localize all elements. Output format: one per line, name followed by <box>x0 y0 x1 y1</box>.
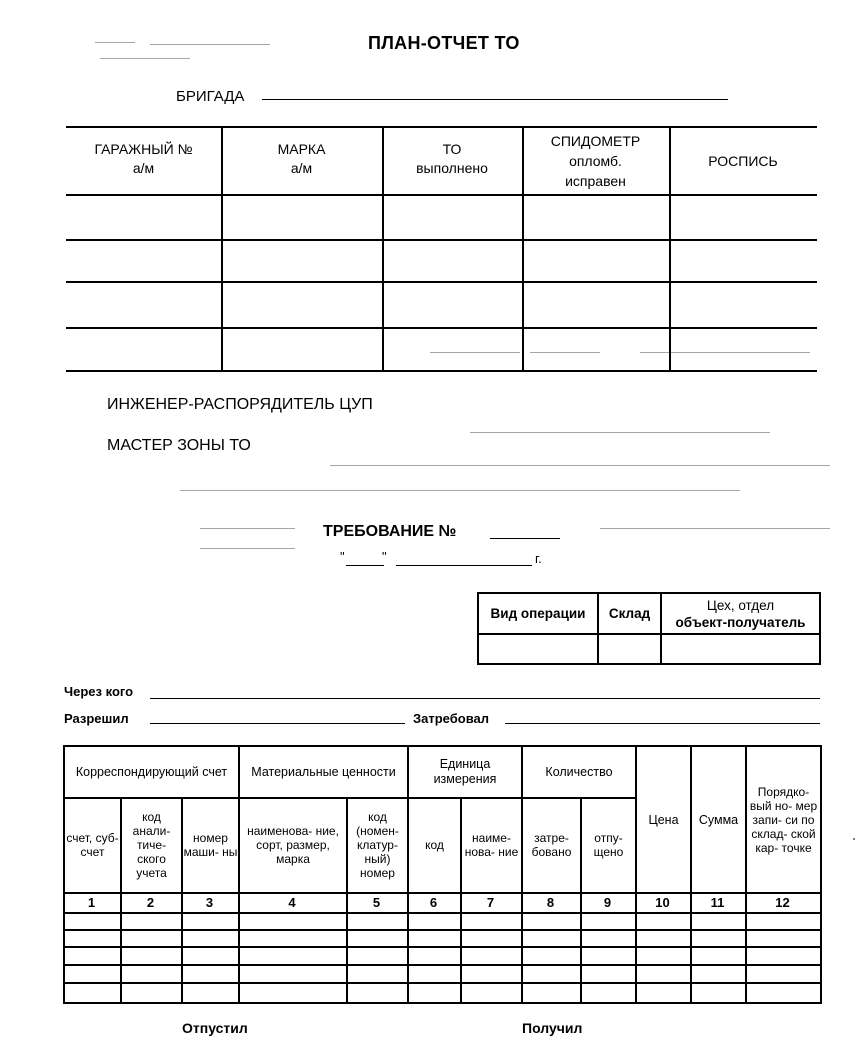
requisition-title: ТРЕБОВАНИЕ № <box>323 523 457 540</box>
col-number: 6 <box>429 895 438 910</box>
col-machine-number: номер маши- ны <box>183 831 238 859</box>
requisition-number-field[interactable] <box>490 538 560 539</box>
through-field[interactable] <box>150 698 820 699</box>
scan-noise <box>530 352 600 353</box>
date-month-field[interactable] <box>396 565 532 566</box>
col-number: 1 <box>87 895 96 910</box>
group-corresponding-account: Корреспондирующий счет <box>75 764 228 779</box>
col-number: 10 <box>655 895 670 910</box>
scan-noise <box>330 465 830 466</box>
plan-col-speedometer-line3: исправен <box>565 173 626 189</box>
col-price: Цена <box>648 812 679 827</box>
col-number: 12 <box>775 895 790 910</box>
col-unit-name: наиме- нова- ние <box>464 831 519 859</box>
group-unit: Единица измерения <box>433 757 497 786</box>
ops-col-department-line2: объект-получатель <box>675 614 806 630</box>
group-material-values: Материальные ценности <box>251 764 396 779</box>
requested-label: Затребовал <box>413 711 490 726</box>
col-number: 8 <box>546 895 555 910</box>
requested-field[interactable] <box>505 723 820 724</box>
master-label: МАСТЕР ЗОНЫ ТО <box>107 437 251 454</box>
plan-col-brand-line1: МАРКА <box>277 141 326 157</box>
engineer-label: ИНЖЕНЕР-РАСПОРЯДИТЕЛЬ ЦУП <box>107 396 373 413</box>
col-number: 9 <box>603 895 612 910</box>
plan-col-speedometer-line2: опломб. <box>569 153 622 169</box>
brigade-label: БРИГАДА <box>176 88 245 105</box>
ops-col-department-line1: Цех, отдел <box>706 597 775 613</box>
plan-col-to-done-line2: выполнено <box>416 160 488 176</box>
through-label: Через кого <box>64 684 134 699</box>
ops-col-department <box>662 594 819 633</box>
scan-noise <box>600 528 830 529</box>
col-number: 11 <box>710 895 725 910</box>
plan-col-speedometer <box>522 130 669 192</box>
scan-noise <box>200 528 295 529</box>
plan-col-garage-line1: ГАРАЖНЫЙ № <box>94 141 193 157</box>
scan-noise <box>150 44 270 45</box>
allowed-label: Разрешил <box>64 711 129 726</box>
group-quantity: Количество <box>545 764 613 779</box>
col-sum: Сумма <box>698 812 739 827</box>
col-material-name: наименова- ние, сорт, размер, марка <box>247 824 339 866</box>
scan-noise <box>200 548 295 549</box>
col-released-qty: отпу- щено <box>593 831 624 859</box>
col-account: счет, суб- счет <box>66 831 119 859</box>
plan-col-brand <box>221 138 382 180</box>
date-day-field[interactable] <box>346 565 384 566</box>
plan-col-garage <box>66 138 221 180</box>
released-label: Отпустил <box>182 1020 248 1036</box>
scan-noise <box>100 58 190 59</box>
col-number: 5 <box>372 895 381 910</box>
col-number: 3 <box>205 895 214 910</box>
col-nomenclature-code: код (номен- клатур- ный) номер <box>356 810 399 880</box>
col-number: 4 <box>288 895 296 910</box>
scan-noise <box>853 838 855 840</box>
col-ordinal: Порядко- вый но- мер запи- си по склад- ской кар- точке <box>749 785 818 855</box>
ops-col-operation: Вид операции <box>490 605 586 621</box>
received-label: Получил <box>522 1020 583 1036</box>
scan-noise <box>640 352 810 353</box>
allowed-field[interactable] <box>150 723 405 724</box>
scan-noise <box>95 42 135 43</box>
brigade-field[interactable] <box>262 99 728 100</box>
col-number: 2 <box>146 895 155 910</box>
scan-noise <box>180 490 740 491</box>
scan-noise <box>470 432 770 433</box>
date-quote-open: " <box>340 549 345 564</box>
plan-col-to-done-line1: ТО <box>442 141 462 157</box>
plan-col-speedometer-line1: СПИДОМЕТР <box>550 133 641 149</box>
col-unit-code: код <box>425 838 444 852</box>
date-year-suffix: г. <box>535 551 542 566</box>
date-quote-close: " <box>382 549 387 564</box>
plan-col-signature: РОСПИСЬ <box>708 153 778 169</box>
scan-noise <box>430 352 520 353</box>
plan-col-garage-line2: а/м <box>132 160 155 176</box>
col-requested-qty: затре- бовано <box>531 831 572 859</box>
col-number: 7 <box>486 895 495 910</box>
plan-col-brand-line2: а/м <box>290 160 313 176</box>
plan-col-to-done <box>382 138 522 180</box>
plan-title: ПЛАН-ОТЧЕТ ТО <box>368 33 520 53</box>
col-analytic-code: код анали- тиче- ского учета <box>132 810 171 880</box>
ops-col-warehouse: Склад <box>608 605 651 621</box>
